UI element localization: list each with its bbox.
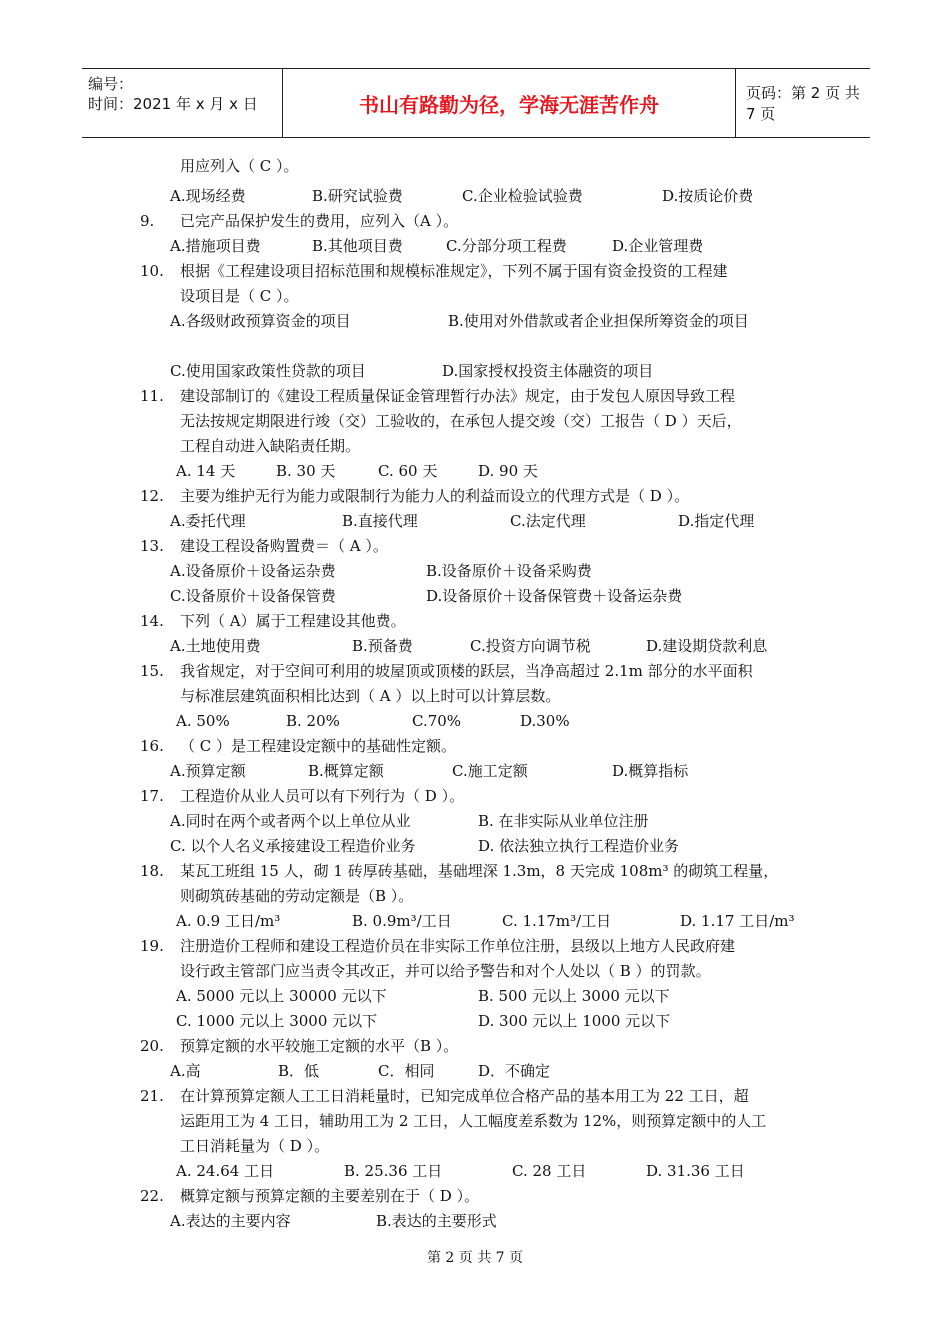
answer-option: D. 31.36 工日: [646, 1162, 745, 1180]
question-text: 用应列入（ C ）。: [180, 157, 299, 175]
answer-option: C.分部分项工程费: [446, 237, 567, 255]
answer-option: D.概算指标: [612, 762, 689, 780]
answer-option: B.直接代理: [342, 512, 418, 530]
question-text: 工程自动进入缺陷责任期。: [180, 437, 361, 455]
answer-option: A.高: [170, 1062, 201, 1080]
question-number: 11.: [140, 387, 164, 405]
answer-option: D.30%: [520, 712, 570, 730]
answer-option: C．相同: [378, 1062, 435, 1080]
question-number: 10.: [140, 262, 164, 280]
answer-option: C.企业检验试验费: [462, 187, 583, 205]
question-text: 设项目是（ C ）。: [180, 287, 299, 305]
question-number: 22.: [140, 1187, 164, 1205]
question-number: 20.: [140, 1037, 164, 1055]
page-footer: 第 2 页 共 7 页: [426, 1250, 524, 1266]
question-text: （ C ）是工程建设定额中的基础性定额。: [180, 737, 457, 755]
answer-option: B. 25.36 工日: [344, 1162, 443, 1180]
answer-option: D. 1.17 工日/m³: [680, 912, 795, 930]
answer-option: D.按质论价费: [662, 187, 754, 205]
question-text: 建设部制订的《建设工程质量保证金管理暂行办法》规定，由于发包人原因导致工程: [180, 387, 736, 405]
answer-option: D.国家授权投资主体融资的项目: [442, 362, 654, 380]
question-text: 在计算预算定额人工工日消耗量时，已知完成单位合格产品的基本用工为 22 工日，超: [180, 1087, 749, 1105]
answer-option: A.土地使用费: [170, 637, 261, 655]
header-meta: [82, 69, 282, 137]
question-number: 14.: [140, 612, 164, 630]
answer-option: B．低: [278, 1062, 320, 1080]
question-text: 某瓦工班组 15 人，砌 1 砖厚砖基础，基础埋深 1.3m，8 天完成 108m³ 的砌筑工程量，: [180, 862, 779, 880]
question-text: 建设工程设备购置费＝（ A ）。: [180, 537, 388, 555]
header-motto: 书山有路勤为径，学海无涯苦作舟: [282, 69, 736, 137]
answer-option: C.70%: [412, 712, 462, 730]
answer-option: A.现场经费: [170, 187, 246, 205]
answer-option: A.委托代理: [170, 512, 246, 530]
document-number-label: 编号：: [88, 75, 134, 93]
answer-option: C. 1000 元以上 3000 元以下: [176, 1012, 378, 1030]
question-text: 则砌筑砖基础的劳动定额是（B ）。: [180, 887, 414, 905]
question-text: 我省规定，对于空间可利用的坡屋顶或顶楼的跃层，当净高超过 2.1m 部分的水平面积: [180, 662, 753, 680]
answer-option: C.法定代理: [510, 512, 586, 530]
answer-option: B.研究试验费: [312, 187, 403, 205]
answer-option: B.表达的主要形式: [376, 1212, 497, 1230]
document-date-label: 时间：2021 年 x 月 x 日: [88, 95, 258, 113]
answer-option: A. 0.9 工日/m³: [176, 912, 281, 930]
header-page-label: 页码：第 2 页 共 7 页: [746, 84, 860, 123]
question-number: 17.: [140, 787, 164, 805]
question-number: 13.: [140, 537, 164, 555]
question-text: 注册造价工程师和建设工程造价员在非实际工作单位注册，县级以上地方人民政府建: [180, 937, 736, 955]
page-header: [82, 68, 870, 138]
answer-option: C. 28 工日: [512, 1162, 587, 1180]
answer-option: C.使用国家政策性贷款的项目: [170, 362, 366, 380]
answer-option: C.设备原价＋设备保管费: [170, 587, 336, 605]
answer-option: C. 60 天: [378, 462, 438, 480]
answer-option: A. 24.64 工日: [176, 1162, 275, 1180]
question-number: 12.: [140, 487, 164, 505]
question-text: 设行政主管部门应当责令其改正，并可以给予警告和对个人处以（ B ）的罚款。: [180, 962, 711, 980]
answer-option: B.预备费: [352, 637, 413, 655]
answer-option: B. 20%: [286, 712, 340, 730]
answer-option: B.其他项目费: [312, 237, 403, 255]
answer-option: B.使用对外借款或者企业担保所筹资金的项目: [448, 312, 749, 330]
question-number: 21.: [140, 1087, 164, 1105]
question-text: 工程造价从业人员可以有下列行为（ D ）。: [180, 787, 465, 805]
answer-option: A. 14 天: [176, 462, 236, 480]
question-text: 预算定额的水平较施工定额的水平（B ）。: [180, 1037, 459, 1055]
question-number: 19.: [140, 937, 164, 955]
answer-option: C.施工定额: [452, 762, 528, 780]
question-number: 16.: [140, 737, 164, 755]
answer-option: C.投资方向调节税: [470, 637, 591, 655]
question-text: 已完产品保护发生的费用，应列入（A ）。: [180, 212, 459, 230]
answer-option: A.措施项目费: [170, 237, 261, 255]
answer-option: A. 50%: [176, 712, 230, 730]
question-number: 18.: [140, 862, 164, 880]
answer-option: B. 在非实际从业单位注册: [478, 812, 649, 830]
answer-option: A.各级财政预算资金的项目: [170, 312, 351, 330]
answer-option: B. 500 元以上 3000 元以下: [478, 987, 670, 1005]
answer-option: D.企业管理费: [612, 237, 704, 255]
answer-option: D.建设期贷款利息: [646, 637, 768, 655]
answer-option: C. 以个人名义承接建设工程造价业务: [170, 837, 416, 855]
question-text: 工日消耗量为（ D ）。: [180, 1137, 330, 1155]
question-text: 下列（ A）属于工程建设其他费。: [180, 612, 406, 630]
answer-option: B. 30 天: [276, 462, 336, 480]
answer-option: A.设备原价＋设备运杂费: [170, 562, 336, 580]
question-number: 15.: [140, 662, 164, 680]
answer-option: D. 90 天: [478, 462, 538, 480]
answer-option: B.概算定额: [308, 762, 384, 780]
question-text: 无法按规定期限进行竣（交）工验收的，在承包人提交竣（交）工报告（ D ）天后，: [180, 412, 742, 430]
answer-option: D.设备原价＋设备保管费＋设备运杂费: [426, 587, 683, 605]
answer-option: D.指定代理: [678, 512, 755, 530]
question-text: 运距用工为 4 工日，辅助用工为 2 工日，人工幅度差系数为 12%，则预算定额中的人工: [180, 1112, 767, 1130]
answer-option: D. 300 元以上 1000 元以下: [478, 1012, 671, 1030]
answer-option: B.设备原价＋设备采购费: [426, 562, 592, 580]
question-text: 与标准层建筑面积相比达到（ A ）以上时可以计算层数。: [180, 687, 561, 705]
answer-option: A. 5000 元以上 30000 元以下: [176, 987, 387, 1005]
question-number: 9.: [140, 212, 155, 230]
answer-option: D．不确定: [478, 1062, 551, 1080]
question-text: 根据《工程建设项目招标范围和规模标准规定》，下列不属于国有资金投资的工程建: [180, 262, 728, 280]
answer-option: A.预算定额: [170, 762, 246, 780]
question-text: 概算定额与预算定额的主要差别在于（ D ）。: [180, 1187, 480, 1205]
answer-option: B. 0.9m³/工日: [352, 912, 452, 930]
answer-option: D. 依法独立执行工程造价业务: [478, 837, 680, 855]
answer-option: A.同时在两个或者两个以上单位从业: [170, 812, 411, 830]
answer-option: A.表达的主要内容: [170, 1212, 291, 1230]
answer-option: C. 1.17m³/工日: [502, 912, 612, 930]
question-text: 主要为维护无行为能力或限制行为能力人的利益而设立的代理方式是（ D ）。: [180, 487, 690, 505]
